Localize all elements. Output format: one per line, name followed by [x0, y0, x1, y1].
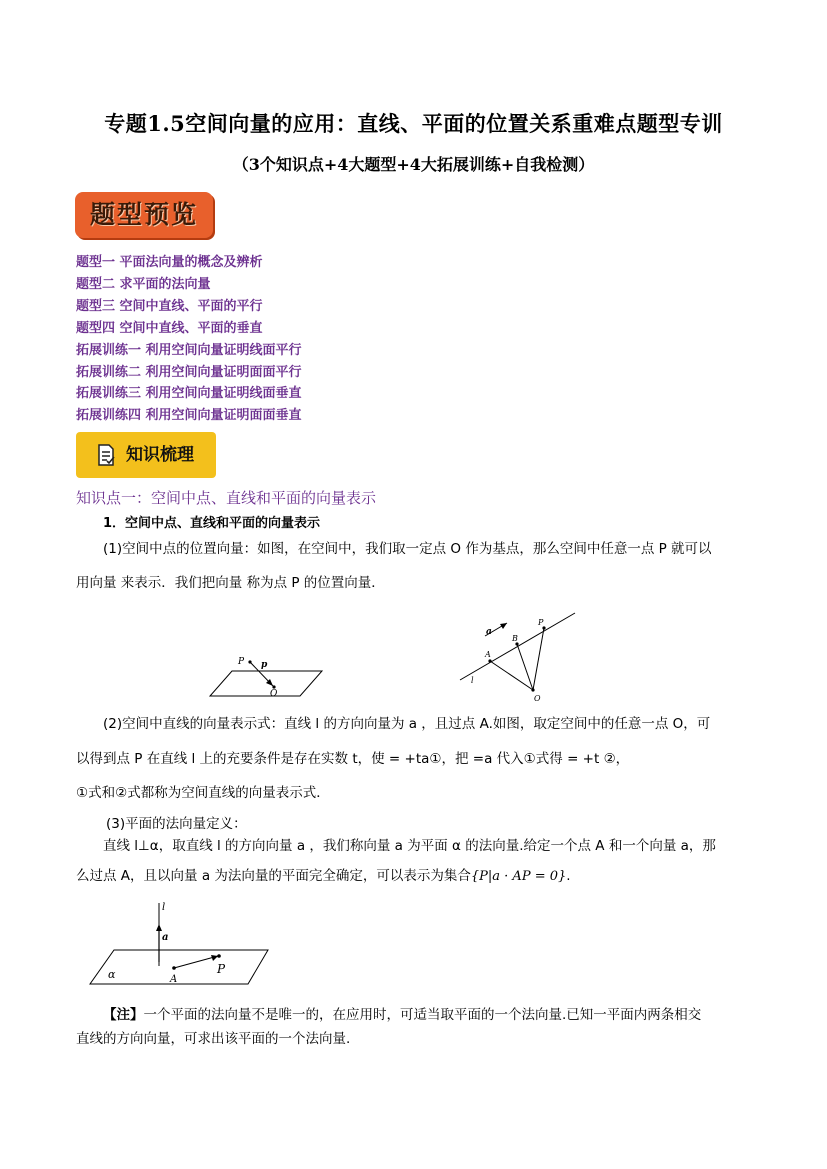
fig2-label-P: P — [538, 618, 544, 627]
toc-item[interactable]: 拓展训练二 利用空间向量证明面面平行 — [76, 364, 302, 380]
para-2-line-1: (2)空间中直线的向量表示式：直线 l 的方向向量为 a ，且过点 A.如图，取定空间中的任意一点 O，可 — [103, 716, 711, 732]
fig2-label-B: B — [512, 634, 518, 643]
fig3-label-A: A — [170, 974, 178, 985]
preview-badge-label: 题型预览 — [89, 200, 198, 229]
note-label: 【注】 — [103, 1007, 144, 1023]
knowledge-badge-label: 知识梳理 — [126, 445, 194, 465]
page-subtitle: （3个知识点+4大题型+4大拓展训练+自我检测） — [232, 155, 595, 174]
fig3-label-l: l — [162, 902, 166, 913]
toc-item[interactable]: 拓展训练一 利用空间向量证明线面平行 — [76, 342, 302, 358]
note-text-1: 一个平面的法向量不是唯一的，在应用时，可适当取平面的一个法向量.已知一平面内两条相交 — [143, 1007, 702, 1023]
toc-item[interactable]: 题型一 平面法向量的概念及辨析 — [76, 255, 263, 270]
fig2-label-O: O — [534, 694, 541, 703]
fig1-label-O: O — [270, 689, 278, 699]
section-heading: 1．空间中点、直线和平面的向量表示 — [103, 516, 321, 531]
fig2-label-l: l — [471, 676, 474, 685]
fig1-label-p: p — [261, 660, 268, 670]
toc-item[interactable]: 拓展训练四 利用空间向量证明面面垂直 — [76, 408, 302, 424]
para-3-heading: (3)平面的法向量定义： — [106, 816, 247, 832]
fig3-label-P: P — [217, 962, 226, 976]
toc-item[interactable]: 题型二 求平面的法向量 — [76, 276, 211, 292]
toc-item[interactable]: 拓展训练三 利用空间向量证明线面垂直 — [76, 386, 302, 402]
document-icon — [96, 443, 116, 467]
toc-item[interactable]: 题型三 空间中直线、平面的平行 — [76, 298, 263, 314]
para-2-line-2: 以得到点 P 在直线 l 上的充要条件是存在实数 t，使 = +ta①，把 =a 代入①式得 = +t ②， — [76, 751, 630, 767]
fig3-label-a: a — [162, 932, 169, 943]
para-3-line-2-text: 么过点 A，且以向量 a 为法向量的平面完全确定，可以表示为集合 — [76, 868, 471, 884]
toc-item[interactable]: 题型四 空间中直线、平面的垂直 — [76, 320, 263, 336]
note-line-1 — [103, 1003, 701, 1023]
para-3-line-1: 直线 l⊥α，取直线 l 的方向向量 a ，我们称向量 a 为平面 α 的法向量.给定一个点 A 和一个向量 a，那 — [103, 838, 716, 854]
para-1-line-1: (1)空间中点的位置向量：如图，在空间中，我们取一定点 O 作为基点，那么空间中任意一点 P 就可以 — [103, 541, 712, 557]
preview-badge — [75, 192, 213, 238]
knowledge-badge — [76, 432, 216, 478]
page-title: 专题1.5空间向量的应用：直线、平面的位置关系重难点题型专训 — [104, 111, 723, 136]
para-1-line-2: 用向量 来表示．我们把向量 称为点 P 的位置向量． — [76, 575, 385, 591]
toc-list — [76, 252, 302, 427]
note-line-2: 直线的方向向量，可求出该平面的一个法向量. — [76, 1031, 351, 1047]
figure-position-vector — [200, 648, 330, 700]
para-3-line-2: 么过点 A，且以向量 a 为法向量的平面完全确定，可以表示为集合{P|a · AP = 0}. — [76, 868, 571, 884]
fig1-label-P: P — [238, 657, 245, 667]
figure-normal-vector — [86, 898, 271, 990]
para-2-line-3: ①式和②式都称为空间直线的向量表示式． — [76, 785, 330, 801]
fig3-label-alpha: α — [108, 968, 116, 981]
set-notation: {P|a · AP = 0} — [470, 869, 567, 884]
knowledge-point-heading: 知识点一：空间中点、直线和平面的向量表示 — [76, 489, 377, 507]
fig2-label-a: a — [486, 627, 492, 637]
fig2-label-A: A — [485, 650, 491, 659]
figure-line-vector — [455, 608, 580, 703]
